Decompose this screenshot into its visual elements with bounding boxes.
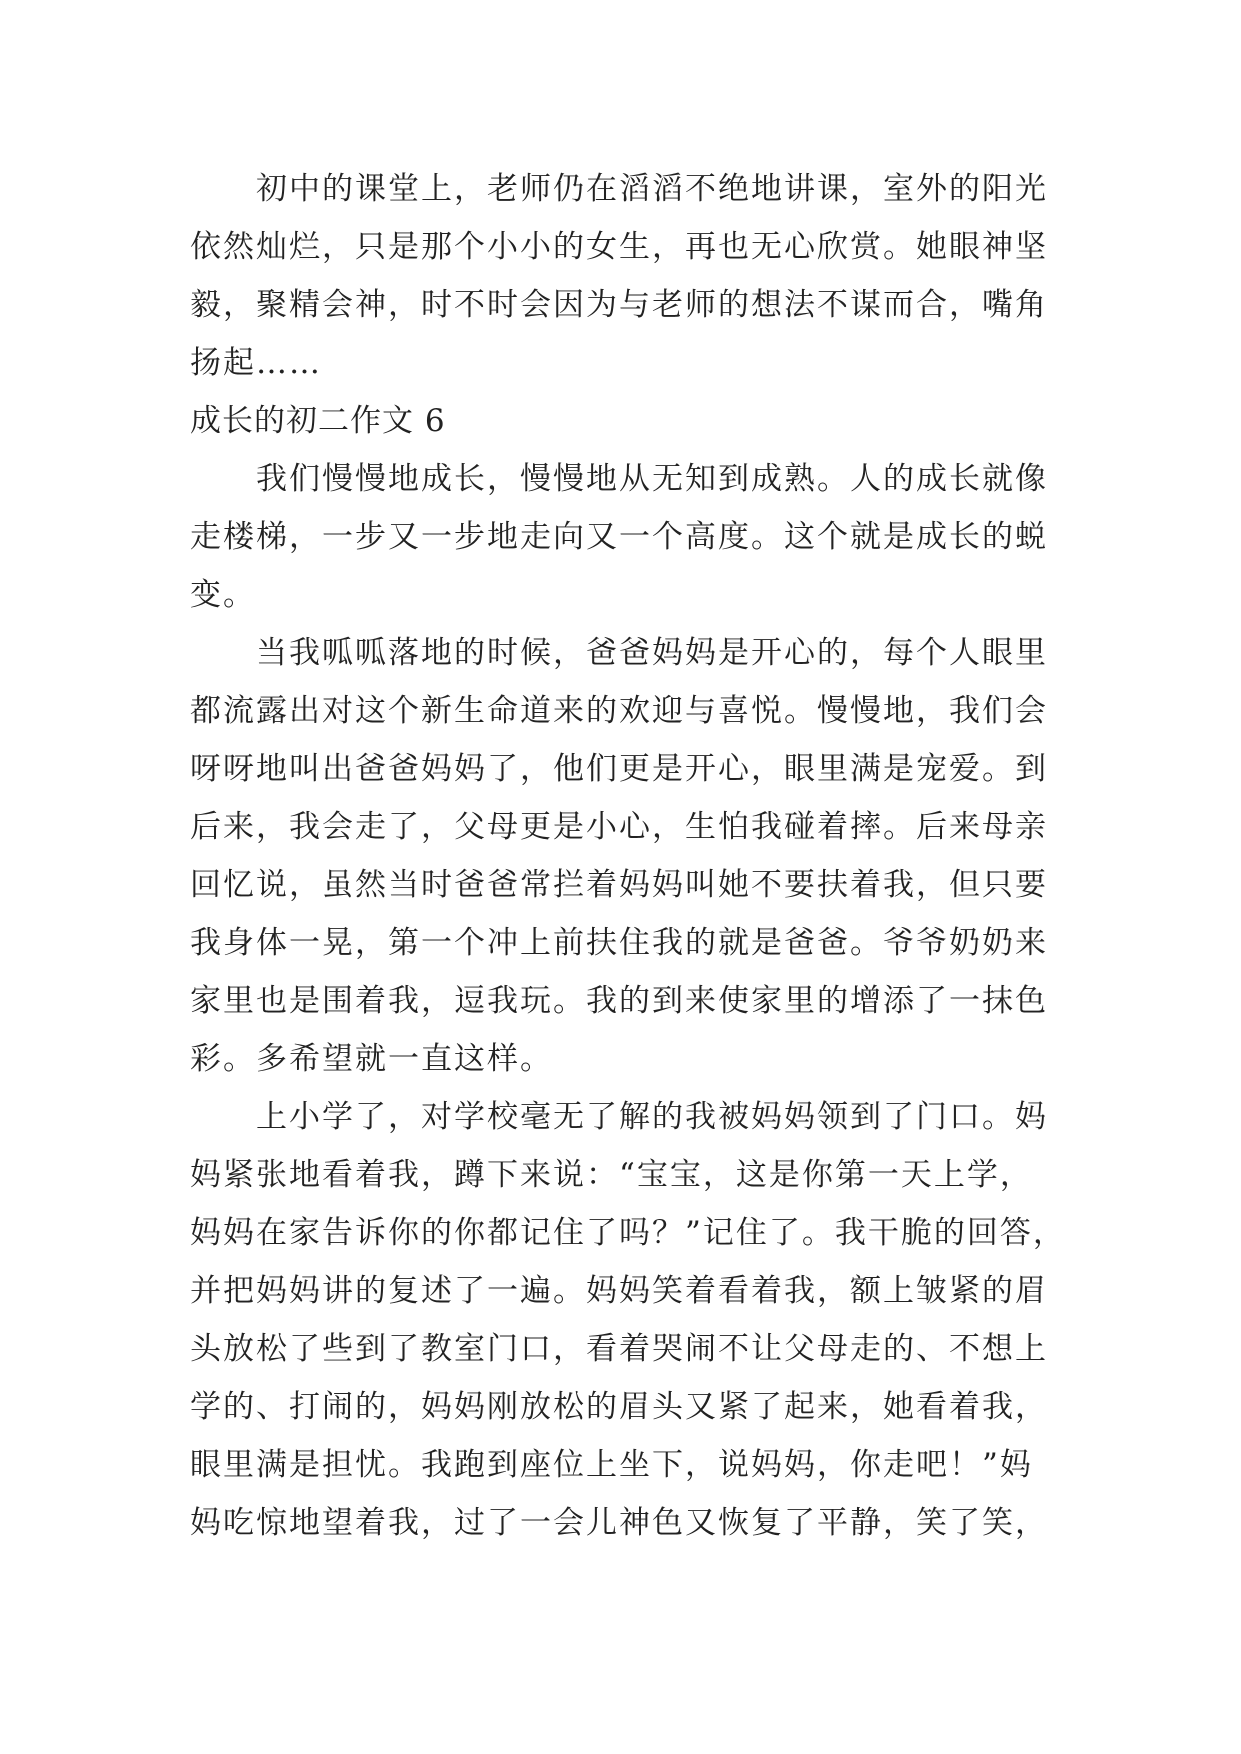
text-line: 当我呱呱落地的时候，爸爸妈妈是开心的，每个人眼里: [256, 635, 1048, 671]
text-line: 初中的课堂上，老师仍在滔滔不绝地讲课，室外的阳光: [256, 171, 1048, 207]
text-line: 头放松了些到了教室门口，看着哭闹不让父母走的、不想上: [190, 1331, 1048, 1367]
text-line: 走楼梯，一步又一步地走向又一个高度。这个就是成长的蜕: [190, 519, 1048, 555]
text-line: 我们慢慢地成长，慢慢地从无知到成熟。人的成长就像: [256, 461, 1048, 497]
paragraph-2: [190, 450, 1050, 624]
paragraph-3: [190, 624, 1050, 1088]
text-line: 我身体一晃，第一个冲上前扶住我的就是爸爸。爷爷奶奶来: [190, 925, 1048, 961]
document-body: [190, 160, 1066, 1552]
text-line: 都流露出对这个新生命道来的欢迎与喜悦。慢慢地，我们会: [190, 693, 1048, 729]
text-line: 变。: [190, 577, 256, 613]
text-line: 眼里满是担忧。我跑到座位上坐下，说妈妈，你走吧！”妈: [190, 1447, 1033, 1483]
text-line: 上小学了，对学校毫无了解的我被妈妈领到了门口。妈: [256, 1099, 1048, 1135]
text-line: 妈紧张地看着我，蹲下来说：“宝宝，这是你第一天上学，: [190, 1157, 1033, 1193]
text-line: 回忆说，虽然当时爸爸常拦着妈妈叫她不要扶着我，但只要: [190, 867, 1048, 903]
text-line: 扬起……: [190, 345, 322, 381]
text-line: 依然灿烂，只是那个小小的女生，再也无心欣赏。她眼神坚: [190, 229, 1048, 265]
text-line: 家里也是围着我，逗我玩。我的到来使家里的增添了一抹色: [190, 983, 1048, 1019]
section-heading: 成长的初二作文 6: [190, 403, 446, 439]
paragraph-4: [190, 1088, 1066, 1552]
text-line: 学的、打闹的，妈妈刚放松的眉头又紧了起来，她看着我，: [190, 1389, 1048, 1425]
text-line: 并把妈妈讲的复述了一遍。妈妈笑着看着我，额上皱紧的眉: [190, 1273, 1048, 1309]
text-line: 呀呀地叫出爸爸妈妈了，他们更是开心，眼里满是宠爱。到: [190, 751, 1048, 787]
text-line: 毅，聚精会神，时不时会因为与老师的想法不谋而合，嘴角: [190, 287, 1048, 323]
text-line: 妈吃惊地望着我，过了一会儿神色又恢复了平静，笑了笑，: [190, 1505, 1048, 1541]
text-line: 妈妈在家告诉你的你都记住了吗？”记住了。我干脆的回答，: [190, 1215, 1066, 1251]
paragraph-1: [190, 160, 1050, 392]
text-line: 后来，我会走了，父母更是小心，生怕我碰着摔。后来母亲: [190, 809, 1048, 845]
text-line: 彩。多希望就一直这样。: [190, 1041, 553, 1077]
